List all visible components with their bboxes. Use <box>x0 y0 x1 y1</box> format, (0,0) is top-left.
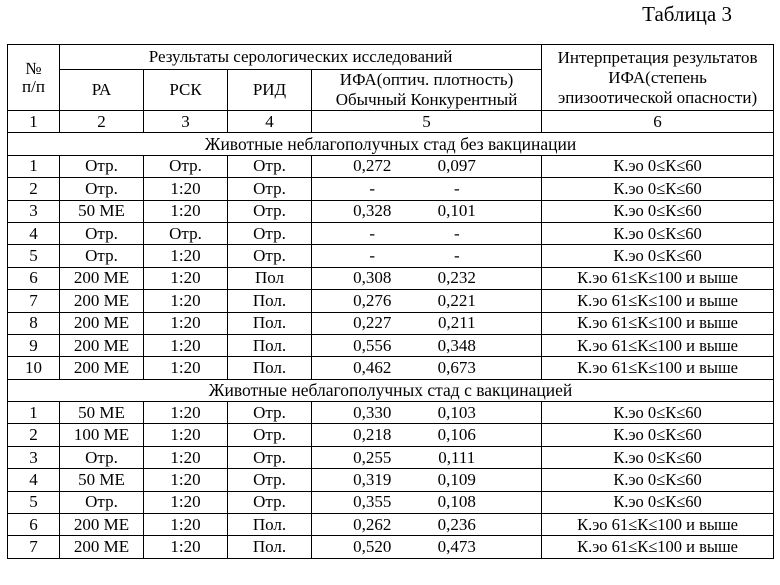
cell-interpretation: К.эо 61≤К≤100 и выше <box>542 334 774 356</box>
cell-ifa-ordinary: 0,319 <box>353 469 392 489</box>
cell-ra: 100 МЕ <box>60 424 144 446</box>
cell-number: 5 <box>8 245 60 267</box>
cell-ifa-ordinary: 0,276 <box>353 290 392 310</box>
cell-rid: Отр. <box>228 245 312 267</box>
cell-ra: 200 МЕ <box>60 514 144 536</box>
cell-ifa <box>312 491 542 513</box>
cell-ifa-ordinary: 0,272 <box>353 156 392 176</box>
col-number: 5 <box>312 111 542 133</box>
cell-ifa-competitive: 0,103 <box>437 402 476 422</box>
cell-ifa <box>312 290 542 312</box>
cell-rsk: 1:20 <box>144 514 228 536</box>
cell-ra: Отр. <box>60 178 144 200</box>
header-number <box>8 45 60 111</box>
cell-ra: Отр. <box>60 491 144 513</box>
cell-number: 8 <box>8 312 60 334</box>
cell-interpretation: К.эо 61≤К≤100 и выше <box>542 536 774 558</box>
ifa-values <box>314 538 539 556</box>
ifa-values <box>314 314 539 332</box>
cell-number: 3 <box>8 446 60 468</box>
cell-rsk: 1:20 <box>144 469 228 491</box>
cell-ifa-ordinary: 0,262 <box>353 514 392 534</box>
cell-number: 9 <box>8 334 60 356</box>
cell-ra: Отр. <box>60 155 144 177</box>
col-number: 2 <box>60 111 144 133</box>
cell-rsk: 1:20 <box>144 312 228 334</box>
ifa-values <box>314 202 539 220</box>
cell-rsk: 1:20 <box>144 267 228 289</box>
cell-rsk: 1:20 <box>144 178 228 200</box>
table-row <box>8 178 774 200</box>
cell-ifa-competitive: 0,101 <box>437 201 476 221</box>
cell-interpretation: К.эо 0≤К≤60 <box>542 178 774 200</box>
ifa-values <box>314 449 539 467</box>
cell-ifa-competitive: 0,111 <box>438 447 476 467</box>
section-title: Животные неблагополучных стад без вакцинации <box>8 133 774 155</box>
cell-interpretation: К.эо 0≤К≤60 <box>542 424 774 446</box>
table-row <box>8 312 774 334</box>
cell-ra: 200 МЕ <box>60 267 144 289</box>
cell-number: 2 <box>8 178 60 200</box>
cell-interpretation: К.эо 0≤К≤60 <box>542 402 774 424</box>
cell-rsk: 1:20 <box>144 290 228 312</box>
cell-ifa-competitive: - <box>453 223 460 243</box>
col-number: 4 <box>228 111 312 133</box>
cell-ra: 200 МЕ <box>60 357 144 379</box>
cell-rid: Отр. <box>228 222 312 244</box>
cell-rid: Пол. <box>228 312 312 334</box>
cell-ifa-competitive: 0,221 <box>437 290 476 310</box>
cell-rid: Пол. <box>228 334 312 356</box>
cell-rsk: Отр. <box>144 155 228 177</box>
cell-interpretation: К.эо 61≤К≤100 и выше <box>542 514 774 536</box>
cell-interpretation: К.эо 0≤К≤60 <box>542 155 774 177</box>
cell-ifa <box>312 536 542 558</box>
ifa-values <box>314 269 539 287</box>
table-row <box>8 222 774 244</box>
cell-ifa <box>312 514 542 536</box>
ifa-values <box>314 247 539 265</box>
cell-ifa-ordinary: 0,462 <box>353 357 392 377</box>
col-number: 6 <box>542 111 774 133</box>
cell-interpretation: К.эо 61≤К≤100 и выше <box>542 357 774 379</box>
table-row <box>8 200 774 222</box>
cell-ifa <box>312 424 542 446</box>
table-row <box>8 491 774 513</box>
cell-rsk: 1:20 <box>144 402 228 424</box>
table-row <box>8 245 774 267</box>
header-ra: РА <box>60 70 144 111</box>
cell-rid: Отр. <box>228 446 312 468</box>
cell-rsk: Отр. <box>144 222 228 244</box>
cell-ifa-competitive: 0,473 <box>437 537 476 557</box>
header-interpretation-line3: эпизоотической опасности) <box>557 87 758 107</box>
cell-ifa-ordinary: 0,556 <box>353 335 392 355</box>
cell-ifa-competitive: 0,109 <box>437 469 476 489</box>
cell-number: 1 <box>8 402 60 424</box>
cell-interpretation: К.эо 0≤К≤60 <box>542 200 774 222</box>
cell-interpretation: К.эо 0≤К≤60 <box>542 491 774 513</box>
column-numbers-row <box>8 111 774 133</box>
header-rsk: РСК <box>144 70 228 111</box>
cell-ifa <box>312 357 542 379</box>
section-title: Животные неблагополучных стад с вакцинацией <box>8 379 774 401</box>
cell-rid: Пол. <box>228 290 312 312</box>
table-row <box>8 469 774 491</box>
header-ifa-line1: ИФА(оптич. плотность) <box>339 70 514 89</box>
header-rid: РИД <box>228 70 312 111</box>
cell-ifa-competitive: 0,097 <box>437 156 476 176</box>
cell-number: 3 <box>8 200 60 222</box>
cell-ifa-ordinary: 0,520 <box>353 537 392 557</box>
ifa-values <box>314 471 539 489</box>
cell-ifa-ordinary: - <box>369 178 376 198</box>
cell-ra: 200 МЕ <box>60 536 144 558</box>
ifa-values <box>314 337 539 355</box>
cell-ra: Отр. <box>60 446 144 468</box>
cell-ra: 200 МЕ <box>60 312 144 334</box>
cell-ra: Отр. <box>60 245 144 267</box>
cell-rid: Отр. <box>228 402 312 424</box>
cell-ifa-competitive: 0,673 <box>437 357 476 377</box>
table-row <box>8 357 774 379</box>
cell-ifa <box>312 267 542 289</box>
ifa-values <box>314 493 539 511</box>
ifa-values <box>314 180 539 198</box>
cell-ifa-ordinary: - <box>369 246 376 266</box>
serology-results-table <box>7 44 774 559</box>
ifa-values <box>314 516 539 534</box>
cell-rsk: 1:20 <box>144 357 228 379</box>
cell-interpretation: К.эо 0≤К≤60 <box>542 222 774 244</box>
cell-ifa <box>312 222 542 244</box>
cell-number: 5 <box>8 491 60 513</box>
cell-ra: Отр. <box>60 222 144 244</box>
cell-ifa-ordinary: 0,308 <box>353 268 392 288</box>
header-interpretation-line1: Интерпретация результатов <box>557 47 758 67</box>
cell-ra: 200 МЕ <box>60 290 144 312</box>
header-ifa <box>312 70 542 111</box>
cell-ifa-competitive: 0,348 <box>437 335 476 355</box>
cell-rsk: 1:20 <box>144 424 228 446</box>
cell-ifa-ordinary: 0,330 <box>353 402 392 422</box>
table-row <box>8 267 774 289</box>
cell-rid: Пол. <box>228 536 312 558</box>
col-number: 3 <box>144 111 228 133</box>
cell-interpretation: К.эо 0≤К≤60 <box>542 469 774 491</box>
cell-number: 4 <box>8 222 60 244</box>
cell-rsk: 1:20 <box>144 446 228 468</box>
cell-number: 7 <box>8 536 60 558</box>
cell-ifa-ordinary: 0,255 <box>353 447 392 467</box>
cell-number: 6 <box>8 267 60 289</box>
header-interpretation-line2: ИФА(степень <box>608 67 707 87</box>
cell-rsk: 1:20 <box>144 491 228 513</box>
header-number-symbol: № <box>25 58 42 78</box>
ifa-values <box>314 359 539 377</box>
cell-ifa-ordinary: 0,227 <box>353 313 392 333</box>
cell-rsk: 1:20 <box>144 536 228 558</box>
table-row <box>8 155 774 177</box>
cell-ifa-competitive: 0,108 <box>437 492 476 512</box>
table-row <box>8 402 774 424</box>
cell-rsk: 1:20 <box>144 334 228 356</box>
table-row <box>8 536 774 558</box>
cell-ifa <box>312 312 542 334</box>
cell-rid: Отр. <box>228 200 312 222</box>
cell-interpretation: К.эо 0≤К≤60 <box>542 245 774 267</box>
cell-number: 6 <box>8 514 60 536</box>
cell-rid: Отр. <box>228 178 312 200</box>
cell-ifa-competitive: 0,211 <box>437 313 476 333</box>
cell-interpretation: К.эо 61≤К≤100 и выше <box>542 267 774 289</box>
table-row <box>8 290 774 312</box>
cell-ifa <box>312 446 542 468</box>
cell-rsk: 1:20 <box>144 200 228 222</box>
table-row <box>8 334 774 356</box>
cell-ifa-ordinary: - <box>369 223 376 243</box>
cell-interpretation: К.эо 61≤К≤100 и выше <box>542 290 774 312</box>
cell-ra: 50 МЕ <box>60 469 144 491</box>
cell-ifa <box>312 402 542 424</box>
cell-rid: Пол. <box>228 357 312 379</box>
cell-ifa <box>312 178 542 200</box>
cell-interpretation: К.эо 61≤К≤100 и выше <box>542 312 774 334</box>
cell-rid: Отр. <box>228 155 312 177</box>
cell-ifa <box>312 155 542 177</box>
table-row <box>8 514 774 536</box>
cell-ifa-ordinary: 0,355 <box>353 492 392 512</box>
cell-ifa-ordinary: 0,328 <box>353 201 392 221</box>
cell-number: 7 <box>8 290 60 312</box>
cell-ifa-ordinary: 0,218 <box>353 425 392 445</box>
section-row <box>8 379 774 401</box>
cell-number: 1 <box>8 155 60 177</box>
ifa-values <box>314 225 539 243</box>
cell-rid: Отр. <box>228 491 312 513</box>
header-interpretation <box>542 45 774 111</box>
cell-number: 2 <box>8 424 60 446</box>
cell-ra: 50 МЕ <box>60 402 144 424</box>
cell-rsk: 1:20 <box>144 245 228 267</box>
cell-ifa <box>312 200 542 222</box>
cell-number: 10 <box>8 357 60 379</box>
cell-ifa-competitive: - <box>453 246 460 266</box>
cell-ifa-competitive: 0,232 <box>437 268 476 288</box>
cell-ifa <box>312 469 542 491</box>
cell-ifa <box>312 334 542 356</box>
header-serology: Результаты серологических исследований <box>60 45 542 70</box>
col-number: 1 <box>8 111 60 133</box>
cell-rid: Отр. <box>228 469 312 491</box>
section-row <box>8 133 774 155</box>
cell-ifa <box>312 245 542 267</box>
cell-interpretation: К.эо 0≤К≤60 <box>542 446 774 468</box>
ifa-values <box>314 157 539 175</box>
cell-ra: 200 МЕ <box>60 334 144 356</box>
cell-rid: Пол <box>228 267 312 289</box>
cell-ifa-competitive: 0,236 <box>437 514 476 534</box>
ifa-values <box>314 292 539 310</box>
table-row <box>8 446 774 468</box>
table-row <box>8 424 774 446</box>
cell-rid: Отр. <box>228 424 312 446</box>
cell-ifa-competitive: - <box>453 178 460 198</box>
cell-number: 4 <box>8 469 60 491</box>
ifa-values <box>314 426 539 444</box>
ifa-values <box>314 404 539 422</box>
cell-rid: Пол. <box>228 514 312 536</box>
cell-ra: 50 МЕ <box>60 200 144 222</box>
table-caption: Таблица 3 <box>642 2 732 26</box>
header-ifa-line2: Обычный Конкурентный <box>335 90 518 109</box>
header-number-abbrev: п/п <box>22 76 45 96</box>
cell-ifa-competitive: 0,106 <box>437 425 476 445</box>
